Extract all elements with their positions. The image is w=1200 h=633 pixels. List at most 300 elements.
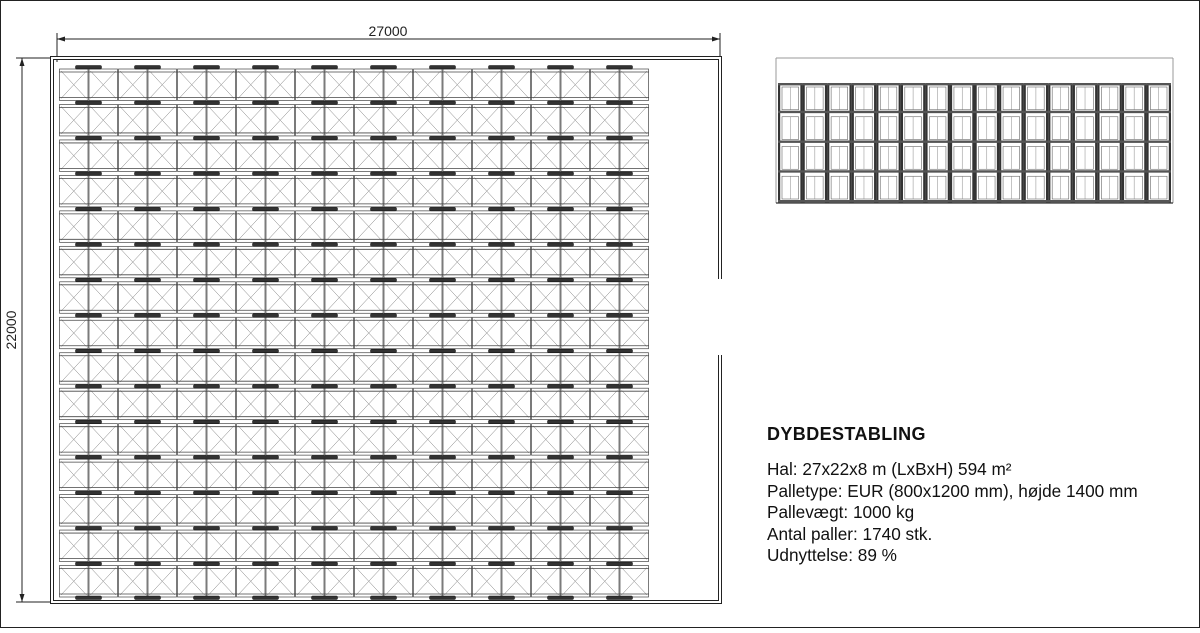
rack-beam	[1122, 200, 1147, 202]
rack-beam	[607, 278, 633, 282]
rack-beam	[548, 385, 574, 389]
rack-beam	[194, 491, 220, 495]
rack-beam	[76, 66, 102, 70]
pallet-row	[59, 420, 649, 455]
rack-beam	[194, 101, 220, 105]
rack-upright	[972, 84, 974, 203]
rack-beam	[430, 101, 456, 105]
rack-beam	[1097, 83, 1122, 85]
rack-bay	[1048, 83, 1073, 203]
rack-beam	[135, 101, 161, 105]
rack-upright	[1024, 84, 1026, 203]
rack-beam	[1146, 111, 1171, 113]
rack-beam	[312, 243, 338, 247]
rack-beam	[489, 314, 515, 318]
rack-beam	[975, 200, 1000, 202]
rack-beam	[607, 136, 633, 140]
rack-bay	[950, 83, 975, 203]
rack-beam	[76, 491, 102, 495]
pallet-row	[59, 385, 649, 420]
rack-beam	[925, 83, 950, 85]
info-pallet-type: Palletype: EUR (800x1200 mm), højde 1400 mm	[767, 480, 1138, 501]
rack-beam	[548, 66, 574, 70]
width-label: 27000	[368, 23, 408, 39]
rack-beam	[253, 172, 279, 176]
rack-beam	[371, 420, 397, 424]
rack-beam	[548, 491, 574, 495]
rack-upright	[1021, 84, 1023, 203]
rack-beam	[1024, 83, 1049, 85]
rack-beam	[975, 141, 1000, 143]
rack-beam	[135, 491, 161, 495]
rack-beam	[135, 562, 161, 566]
rack-beam	[430, 66, 456, 70]
rack-beam	[194, 278, 220, 282]
info-utilization: Udnyttelse: 89 %	[767, 545, 897, 566]
rack-beam	[76, 207, 102, 211]
rack-beam	[548, 172, 574, 176]
rack-beam	[371, 596, 397, 600]
rack-bay	[999, 83, 1024, 203]
rack-beam	[194, 66, 220, 70]
rack-beam	[999, 83, 1024, 85]
rack-beam	[76, 456, 102, 460]
rack-beam	[253, 314, 279, 318]
rack-bay	[925, 83, 950, 203]
rack-beam	[607, 172, 633, 176]
rack-beam	[1073, 200, 1098, 202]
rack-beam	[194, 243, 220, 247]
rack-beam	[76, 527, 102, 531]
rack-beam	[1048, 111, 1073, 113]
rack-beam	[253, 562, 279, 566]
rack-beam	[371, 66, 397, 70]
rack-beam	[76, 278, 102, 282]
rack-beam	[371, 349, 397, 353]
rack-beam	[76, 420, 102, 424]
rack-upright	[1071, 84, 1073, 203]
rack-beam	[194, 349, 220, 353]
rack-beam	[135, 314, 161, 318]
rack-beam	[312, 491, 338, 495]
rack-bay	[778, 83, 803, 203]
rack-beam	[76, 101, 102, 105]
rack-beam	[876, 141, 901, 143]
rack-beam	[548, 562, 574, 566]
rack-beam	[1097, 200, 1122, 202]
rack-beam	[901, 111, 926, 113]
info-pallet-count: Antal paller: 1740 stk.	[767, 523, 933, 544]
rack-beam	[371, 278, 397, 282]
rack-beam	[194, 314, 220, 318]
rack-beam	[253, 527, 279, 531]
rack-beam	[489, 596, 515, 600]
rack-beam	[950, 141, 975, 143]
rack-beam	[925, 111, 950, 113]
rack-beam	[430, 278, 456, 282]
rack-beam	[371, 562, 397, 566]
rack-beam	[312, 596, 338, 600]
rack-beam	[312, 527, 338, 531]
rack-bay	[975, 83, 1000, 203]
rack-beam	[827, 170, 852, 172]
rack-beam	[430, 456, 456, 460]
rack-beam	[1097, 170, 1122, 172]
rack-upright	[1122, 84, 1124, 203]
rack-beam	[76, 562, 102, 566]
rack-beam	[548, 314, 574, 318]
rack-beam	[430, 243, 456, 247]
info-hall: Hal: 27x22x8 m (LxBxH) 594 m²	[767, 459, 1012, 479]
rack-upright	[1146, 84, 1148, 203]
pallet-row	[59, 136, 649, 171]
rack-beam	[253, 66, 279, 70]
rack-beam	[371, 314, 397, 318]
rack-beam	[371, 172, 397, 176]
rack-beam	[430, 562, 456, 566]
rack-upright	[1169, 84, 1171, 203]
rack-beam	[548, 456, 574, 460]
rack-elevation	[776, 58, 1173, 203]
rack-bay	[1024, 83, 1049, 203]
rack-beam	[430, 491, 456, 495]
pallet-row	[59, 243, 649, 278]
rack-beam	[194, 420, 220, 424]
rack-beam	[430, 314, 456, 318]
rack-upright	[1095, 84, 1097, 203]
rack-upright	[825, 84, 827, 203]
pallet-row	[59, 278, 649, 313]
rack-beam	[489, 456, 515, 460]
rack-beam	[135, 243, 161, 247]
rack-beam	[778, 200, 803, 202]
rack-beam	[430, 172, 456, 176]
rack-beam	[999, 200, 1024, 202]
rack-beam	[253, 491, 279, 495]
rack-beam	[253, 456, 279, 460]
pallet-row	[59, 172, 649, 207]
info-pallet-weight: Pallevægt: 1000 kg	[767, 502, 915, 523]
rack-beam	[312, 172, 338, 176]
rack-beam	[1024, 111, 1049, 113]
pallet-row	[59, 456, 649, 491]
rack-beam	[312, 278, 338, 282]
rack-beam	[253, 278, 279, 282]
pallet-row	[59, 207, 649, 242]
rack-beam	[852, 83, 877, 85]
rack-upright	[948, 84, 950, 203]
rack-upright	[852, 84, 854, 203]
rack-beam	[253, 420, 279, 424]
rack-beam	[999, 170, 1024, 172]
pallet-row	[59, 491, 649, 526]
rack-beam	[76, 314, 102, 318]
rack-beam	[950, 111, 975, 113]
rack-beam	[607, 314, 633, 318]
rack-beam	[852, 200, 877, 202]
rack-beam	[489, 136, 515, 140]
rack-beam	[253, 136, 279, 140]
rack-beam	[312, 349, 338, 353]
pallet-row	[59, 527, 649, 562]
info-title: DYBDESTABLING	[767, 424, 926, 444]
rack-beam	[925, 170, 950, 172]
rack-beam	[876, 170, 901, 172]
rack-beam	[1146, 83, 1171, 85]
rack-beam	[901, 200, 926, 202]
rack-upright	[800, 84, 802, 203]
rack-beam	[548, 349, 574, 353]
rack-beam	[975, 111, 1000, 113]
rack-beam	[430, 349, 456, 353]
rack-beam	[135, 420, 161, 424]
rack-beam	[135, 456, 161, 460]
rack-upright	[999, 84, 1001, 203]
rack-bay	[901, 83, 926, 203]
rack-beam	[1048, 170, 1073, 172]
rack-beam	[1122, 83, 1147, 85]
rack-bay	[876, 83, 901, 203]
rack-upright	[874, 84, 876, 203]
rack-bay	[1097, 83, 1122, 203]
rack-beam	[803, 170, 828, 172]
rack-beam	[76, 136, 102, 140]
rack-beam	[1073, 141, 1098, 143]
rack-upright	[925, 84, 927, 203]
rack-beam	[852, 141, 877, 143]
depth-label: 22000	[3, 310, 19, 350]
rack-beam	[489, 172, 515, 176]
rack-beam	[371, 243, 397, 247]
rack-beam	[312, 101, 338, 105]
rack-upright	[1073, 84, 1075, 203]
rack-beam	[371, 101, 397, 105]
rack-beam	[312, 562, 338, 566]
rack-upright	[827, 84, 829, 203]
rack-beam	[607, 562, 633, 566]
rack-beam	[548, 207, 574, 211]
pallet-row	[59, 66, 649, 101]
rack-upright	[899, 84, 901, 203]
rack-beam	[489, 562, 515, 566]
rack-beam	[76, 349, 102, 353]
rack-beam	[312, 136, 338, 140]
rack-beam	[76, 243, 102, 247]
rack-beam	[607, 243, 633, 247]
rack-beam	[489, 420, 515, 424]
rack-beam	[876, 111, 901, 113]
pallet-row	[59, 562, 649, 597]
rack-beam	[489, 207, 515, 211]
rack-beam	[827, 200, 852, 202]
rack-beam	[607, 207, 633, 211]
rack-beam	[1024, 170, 1049, 172]
rack-beam	[194, 385, 220, 389]
rack-beam	[827, 83, 852, 85]
rack-beam	[803, 200, 828, 202]
rack-beam	[312, 207, 338, 211]
rack-upright	[923, 84, 925, 203]
rack-upright	[1048, 84, 1050, 203]
rack-beam	[371, 491, 397, 495]
rack-beam	[371, 527, 397, 531]
rack-beam	[430, 136, 456, 140]
rack-beam	[607, 349, 633, 353]
rack-bay	[852, 83, 877, 203]
rack-beam	[607, 385, 633, 389]
rack-beam	[371, 136, 397, 140]
rack-upright	[849, 84, 851, 203]
rack-beam	[194, 136, 220, 140]
rack-beam	[1122, 141, 1147, 143]
rack-beam	[135, 207, 161, 211]
rack-beam	[489, 527, 515, 531]
rack-upright	[975, 84, 977, 203]
rack-beam	[876, 200, 901, 202]
rack-beam	[76, 172, 102, 176]
rack-bay	[1073, 83, 1098, 203]
rack-beam	[253, 385, 279, 389]
rack-beam	[950, 83, 975, 85]
rack-beam	[1073, 111, 1098, 113]
rack-beam	[489, 243, 515, 247]
rack-beam	[975, 170, 1000, 172]
rack-bay	[1146, 83, 1171, 203]
rack-beam	[430, 596, 456, 600]
rack-beam	[76, 596, 102, 600]
rack-beam	[1097, 141, 1122, 143]
rack-beam	[135, 66, 161, 70]
rack-beam	[901, 170, 926, 172]
rack-beam	[135, 349, 161, 353]
rack-beam	[194, 207, 220, 211]
rack-beam	[999, 111, 1024, 113]
rack-beam	[312, 456, 338, 460]
info-panel	[767, 424, 1138, 567]
rack-beam	[607, 420, 633, 424]
rack-beam	[607, 101, 633, 105]
rack-beam	[371, 385, 397, 389]
rack-beam	[827, 141, 852, 143]
rack-beam	[778, 141, 803, 143]
rack-beam	[778, 170, 803, 172]
rack-beam	[489, 66, 515, 70]
rack-beam	[1146, 170, 1171, 172]
rack-upright	[901, 84, 903, 203]
rack-beam	[430, 207, 456, 211]
rack-beam	[607, 66, 633, 70]
rack-beam	[489, 278, 515, 282]
rack-beam	[607, 456, 633, 460]
rack-upright	[1046, 84, 1048, 203]
rack-beam	[135, 136, 161, 140]
rack-beam	[1097, 111, 1122, 113]
rack-beam	[135, 172, 161, 176]
rack-beam	[194, 172, 220, 176]
rack-beam	[548, 596, 574, 600]
rack-beam	[1146, 200, 1171, 202]
rack-beam	[548, 527, 574, 531]
rack-beam	[803, 83, 828, 85]
rack-upright	[1120, 84, 1122, 203]
pallet-row	[59, 101, 649, 136]
rack-beam	[76, 385, 102, 389]
rack-beam	[489, 349, 515, 353]
rack-beam	[312, 66, 338, 70]
rack-beam	[1073, 83, 1098, 85]
rack-beam	[312, 420, 338, 424]
rack-beam	[852, 111, 877, 113]
rack-beam	[548, 136, 574, 140]
rack-beam	[548, 420, 574, 424]
rack-beam	[135, 385, 161, 389]
rack-beam	[925, 200, 950, 202]
rack-beam	[607, 491, 633, 495]
rack-beam	[253, 207, 279, 211]
rack-upright	[997, 84, 999, 203]
rack-upright	[778, 84, 780, 203]
rack-beam	[803, 141, 828, 143]
rack-beam	[135, 278, 161, 282]
rack-beam	[548, 101, 574, 105]
rack-beam	[489, 491, 515, 495]
rack-beam	[950, 170, 975, 172]
rack-beam	[803, 111, 828, 113]
rack-beam	[253, 101, 279, 105]
rack-beam	[950, 200, 975, 202]
rack-beam	[1048, 141, 1073, 143]
rack-beam	[548, 278, 574, 282]
rack-upright	[876, 84, 878, 203]
rack-beam	[135, 527, 161, 531]
rack-upright	[1144, 84, 1146, 203]
rack-beam	[430, 385, 456, 389]
rack-beam	[489, 385, 515, 389]
rack-bay	[827, 83, 852, 203]
rack-beam	[1048, 83, 1073, 85]
rack-beam	[607, 527, 633, 531]
rack-beam	[1048, 200, 1073, 202]
rack-beam	[876, 83, 901, 85]
rack-beam	[253, 243, 279, 247]
rack-beam	[607, 596, 633, 600]
rack-beam	[312, 385, 338, 389]
rack-beam	[901, 83, 926, 85]
rack-beam	[430, 420, 456, 424]
rack-beam	[852, 170, 877, 172]
rack-bay	[1122, 83, 1147, 203]
rack-beam	[975, 83, 1000, 85]
rack-beam	[194, 527, 220, 531]
rack-beam	[1122, 111, 1147, 113]
rack-beam	[194, 562, 220, 566]
rack-beam	[1024, 141, 1049, 143]
rack-beam	[253, 349, 279, 353]
rack-beam	[194, 456, 220, 460]
rack-beam	[778, 83, 803, 85]
rack-beam	[925, 141, 950, 143]
rack-beam	[1122, 170, 1147, 172]
rack-beam	[827, 111, 852, 113]
rack-beam	[135, 596, 161, 600]
rack-beam	[489, 101, 515, 105]
rack-beam	[371, 207, 397, 211]
rack-upright	[950, 84, 952, 203]
rack-bay	[803, 83, 828, 203]
rack-beam	[253, 596, 279, 600]
rack-beam	[778, 111, 803, 113]
rack-beam	[312, 314, 338, 318]
